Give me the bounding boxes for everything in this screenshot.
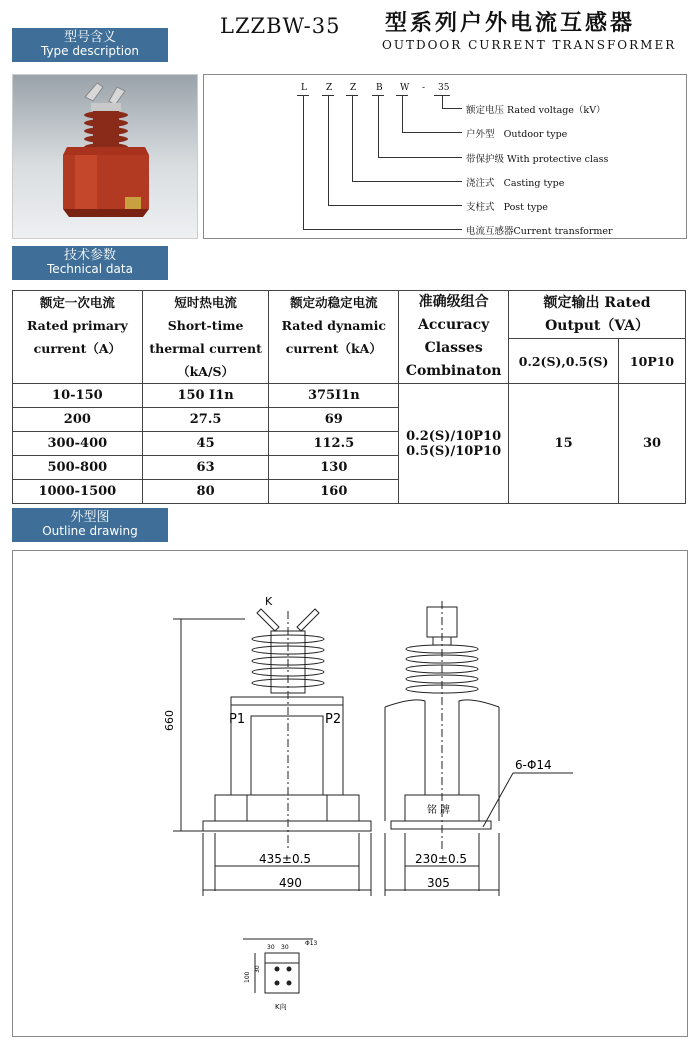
terminal-left [257, 609, 279, 631]
cell-output-protective: 30 [619, 384, 686, 504]
code-letter-35: 35 [438, 83, 450, 93]
meaning-protective-class: 带保护级 With protective class [466, 154, 609, 165]
meaning-casting-type: 浇注式 Casting type [466, 178, 565, 189]
meaning-outdoor-type: 户外型 Outdoor type [466, 129, 568, 140]
cell-output-measuring: 15 [509, 384, 619, 504]
outline-drawing-frame [12, 550, 688, 1037]
detail-dim-5: 30 [254, 965, 261, 973]
cell-thermal: 45 [142, 432, 269, 456]
section-outline-drawing [12, 508, 168, 542]
detail-label: K向 [275, 1003, 287, 1011]
code-letter-dash: - [422, 83, 426, 93]
cell-thermal: 63 [142, 456, 269, 480]
cell-thermal: 27.5 [142, 408, 269, 432]
header-rated-primary-current: 额定一次电流 Rated primary current（A） [13, 291, 143, 384]
cell-current: 200 [13, 408, 143, 432]
header-accuracy-classes: 准确级组合 Accuracy Classes Combinaton [399, 291, 509, 384]
section-title-zh: 型号含义 [63, 30, 116, 45]
cell-dynamic: 112.5 [269, 432, 399, 456]
code-letter-z1: Z [326, 83, 333, 93]
dim-front-outer: 490 [279, 876, 302, 890]
cell-dynamic: 160 [269, 480, 399, 504]
header-output-10p10: 10P10 [619, 339, 686, 384]
section-title-zh: 技术参数 [63, 248, 116, 263]
technical-data-table [12, 290, 686, 504]
cell-dynamic: 130 [269, 456, 399, 480]
label-p2: P2 [325, 712, 342, 727]
code-letter-l: L [301, 83, 307, 93]
dim-side-outer: 305 [427, 876, 450, 890]
meaning-rated-voltage: 额定电压 Rated voltage（kV） [466, 105, 606, 116]
header-output-02s-05s: 0.2(S),0.5(S) [509, 339, 619, 384]
cell-current: 500-800 [13, 456, 143, 480]
hole-callout: 6-Φ14 [515, 758, 552, 772]
cell-current: 300-400 [13, 432, 143, 456]
section-title-en: Type description [40, 43, 140, 58]
detail-dim-3: Φ13 [305, 940, 318, 947]
section-technical-data [12, 246, 168, 280]
detail-dim-2: 30 [281, 944, 289, 951]
label-k: K [265, 595, 273, 608]
cell-thermal: 80 [142, 480, 269, 504]
header-rated-output: 额定输出 Rated Output（VA） [509, 291, 686, 339]
product-photo [12, 74, 198, 239]
cell-thermal: 150 I1n [142, 384, 269, 408]
detail-dim-4: 100 [244, 971, 251, 983]
page-subtitle: OUTDOOR CURRENT TRANSFORMER [382, 38, 677, 52]
code-letter-w: W [400, 83, 410, 93]
label-p1: P1 [229, 712, 246, 727]
detail-dim-1: 30 [267, 944, 275, 951]
code-letter-z2: Z [350, 83, 357, 93]
section-type-description [12, 28, 168, 62]
cell-dynamic: 69 [269, 408, 399, 432]
dim-side-inner: 230±0.5 [415, 852, 468, 866]
type-code-diagram [203, 74, 687, 239]
model-number: LZZBW-35 [220, 14, 341, 38]
cell-accuracy-combination: 0.2(S)/10P10 0.5(S)/10P10 [399, 384, 509, 504]
dim-height: 660 [163, 710, 176, 731]
meaning-current-transformer: 电流互感器Current transformer [466, 226, 613, 237]
header-short-time-thermal: 短时热电流 Short-time thermal current （kA/S） [142, 291, 269, 384]
meaning-post-type: 支柱式 Post type [466, 202, 548, 213]
page-title: 型系列户外电流互感器 [385, 11, 636, 36]
section-title-en: Technical data [47, 261, 133, 276]
section-title-en: Outline drawing [42, 523, 138, 538]
cell-current: 10-150 [13, 384, 143, 408]
nameplate-label: 铭 牌 [427, 805, 451, 816]
terminal-right [297, 609, 319, 631]
cell-current: 1000-1500 [13, 480, 143, 504]
transformer-illustration [13, 75, 197, 238]
header-rated-dynamic: 额定动稳定电流 Rated dynamic current（kA） [269, 291, 399, 384]
cell-dynamic: 375I1n [269, 384, 399, 408]
outline-drawing [13, 551, 687, 1036]
dim-front-inner: 435±0.5 [259, 852, 312, 866]
code-letter-b: B [376, 83, 383, 93]
section-title-zh: 外型图 [70, 510, 110, 525]
